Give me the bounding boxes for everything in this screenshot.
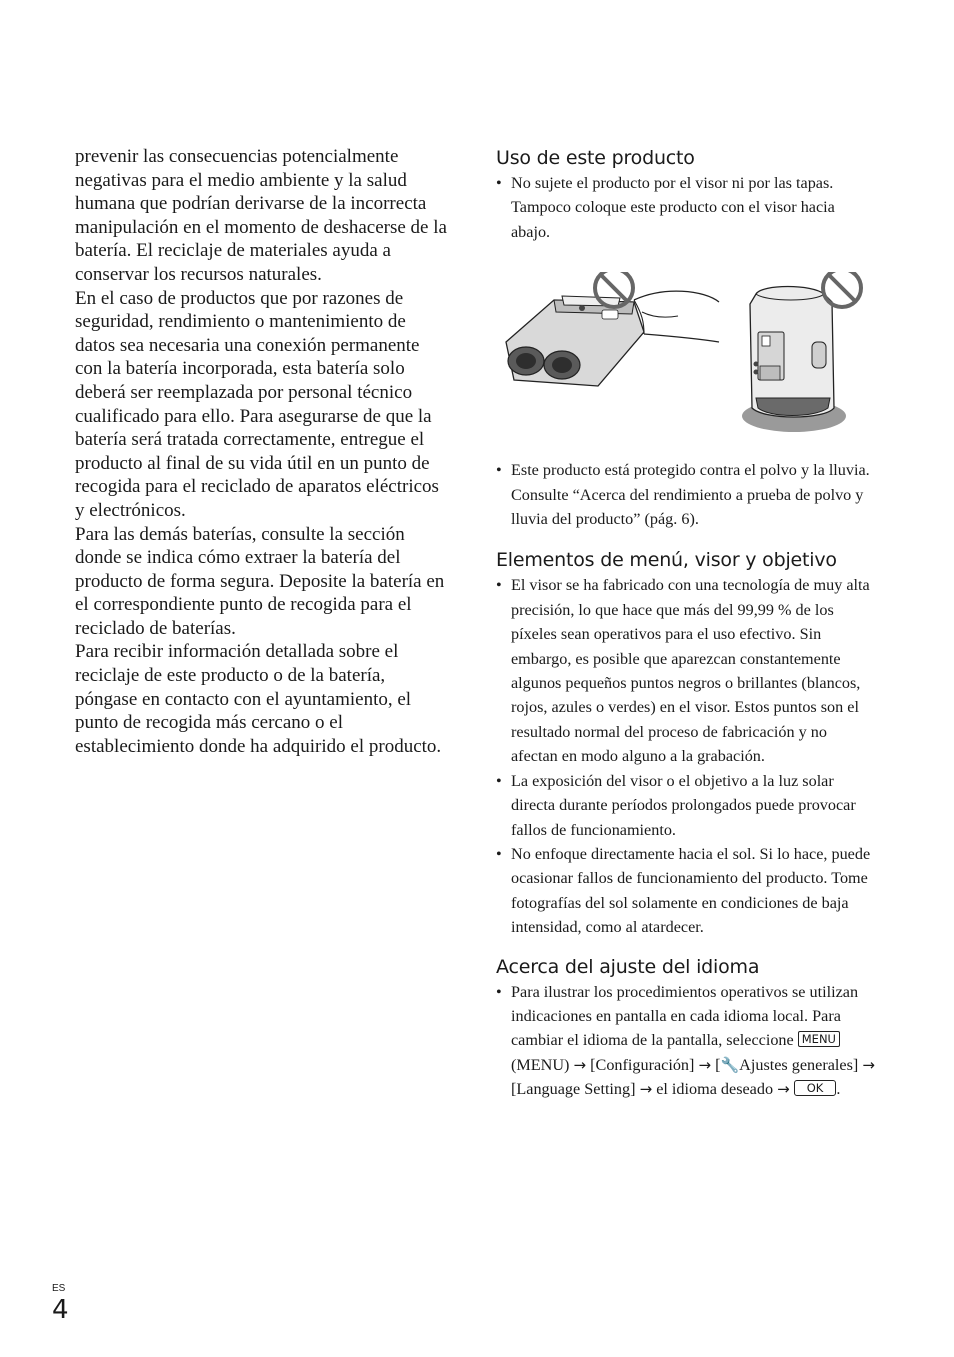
text: Para ilustrar los procedimientos operativos se utilizan indicaciones en pantalla en cada idioma local. Para cambiar el idioma de la pantalla, seleccione [511, 982, 859, 1050]
list-item: • No sujete el producto por el visor ni por las tapas. Tampoco coloque este producto con el visor hacia abajo. [496, 171, 876, 244]
page-footer [52, 1283, 69, 1324]
uso-list-2 [496, 458, 876, 531]
text: (MENU) [511, 1055, 570, 1074]
paragraph-disposal: prevenir las consecuencias potencialmente negativas para el medio ambiente y la salud humana que podrían derivarse de la incorrecta manipulación en el momento de deshacerse de la batería. El reciclaje de materiales ayuda a conservar los recursos naturales. [75, 146, 447, 285]
illustration-svg [494, 272, 874, 458]
left-column [75, 145, 447, 758]
camera-standing-on-viewfinder [742, 287, 846, 433]
paragraph-more-info: Para recibir información detallada sobre el reciclaje de este producto o de la batería, póngase en contacto con el ayuntamiento, el punto de recogida más cercano o el establecimiento donde ha adquirido el producto. [75, 641, 442, 757]
wrench-icon: 🔧 [720, 1055, 740, 1074]
list-item [496, 980, 876, 1102]
arrow-right-icon: → [698, 1055, 712, 1074]
page-number: 4 [52, 1295, 69, 1325]
paragraph-built-in-battery: En el caso de productos que por razones de seguridad, rendimiento o mantenimiento de datos sea necesaria una conexión permanente con la batería incorporada, esta batería solo deberá ser reemplazada por personal técnico cualificado para ello. Para asegurarse de que la batería será tratada correctamente, entregue el producto al final de su vida útil en un punto de recogida para el reciclado de aparatos eléctricos y electrónicos. [75, 287, 439, 521]
list-item: • No enfoque directamente hacia el sol. Si lo hace, puede ocasionar fallos de funcionamiento del producto. Tome fotografías del sol solamente en condiciones de baja intensidad, como al atardecer. [496, 842, 876, 940]
arrow-right-icon: → [862, 1055, 875, 1074]
right-column [496, 145, 876, 1102]
usage-illustration [494, 272, 874, 458]
arrow-right-icon: → [573, 1055, 587, 1074]
text: el idioma deseado [656, 1080, 774, 1099]
idioma-list [496, 980, 876, 1102]
heading-elementos: Elementos de menú, visor y objetivo [496, 549, 837, 572]
elementos-list [496, 573, 876, 939]
text: [Language Setting] [511, 1080, 636, 1099]
heading-idioma: Acerca del ajuste del idioma [496, 955, 760, 978]
menu-key: MENU [798, 1031, 840, 1047]
ok-key: OK [794, 1080, 837, 1096]
text: . [836, 1080, 841, 1099]
uso-list [496, 171, 876, 244]
arrow-right-icon: → [639, 1080, 653, 1099]
list-item: • Este producto está protegido contra el polvo y la lluvia. Consulte “Acerca del rendimiento a prueba de polvo y lluvia del producto” (pág. 6). [496, 458, 876, 531]
text: [ [715, 1055, 721, 1074]
arrow-right-icon: → [777, 1080, 790, 1099]
paragraph-other-batteries: Para las demás baterías, consulte la sección donde se indica cómo extraer la batería del producto de forma segura. Deposite la batería en el correspondiente punto de recogida para el reciclado de baterías. [75, 523, 445, 639]
text: [Configuración] [590, 1055, 695, 1074]
language-code: ES [52, 1283, 66, 1294]
list-item: • El visor se ha fabricado con una tecnología de muy alta precisión, lo que hace que más del 99,99 % de los píxeles sean operativos para el uso efectivo. Sin embargo, es posible que aparezcan constantemente algunos pequeños puntos negros o brillantes (blancos, rojos, azules o verdes) en el visor. Estos puntos son el resultado normal del proceso de fabricación y no afectan en modo alguno a la grabación. [496, 573, 876, 768]
prohibited-icon [823, 272, 861, 307]
heading-uso: Uso de este producto [496, 147, 695, 169]
text: Ajustes generales] [739, 1055, 859, 1074]
list-item: • La exposición del visor o el objetivo a la luz solar directa durante períodos prolongados puede provocar fallos de funcionamiento. [496, 769, 876, 842]
